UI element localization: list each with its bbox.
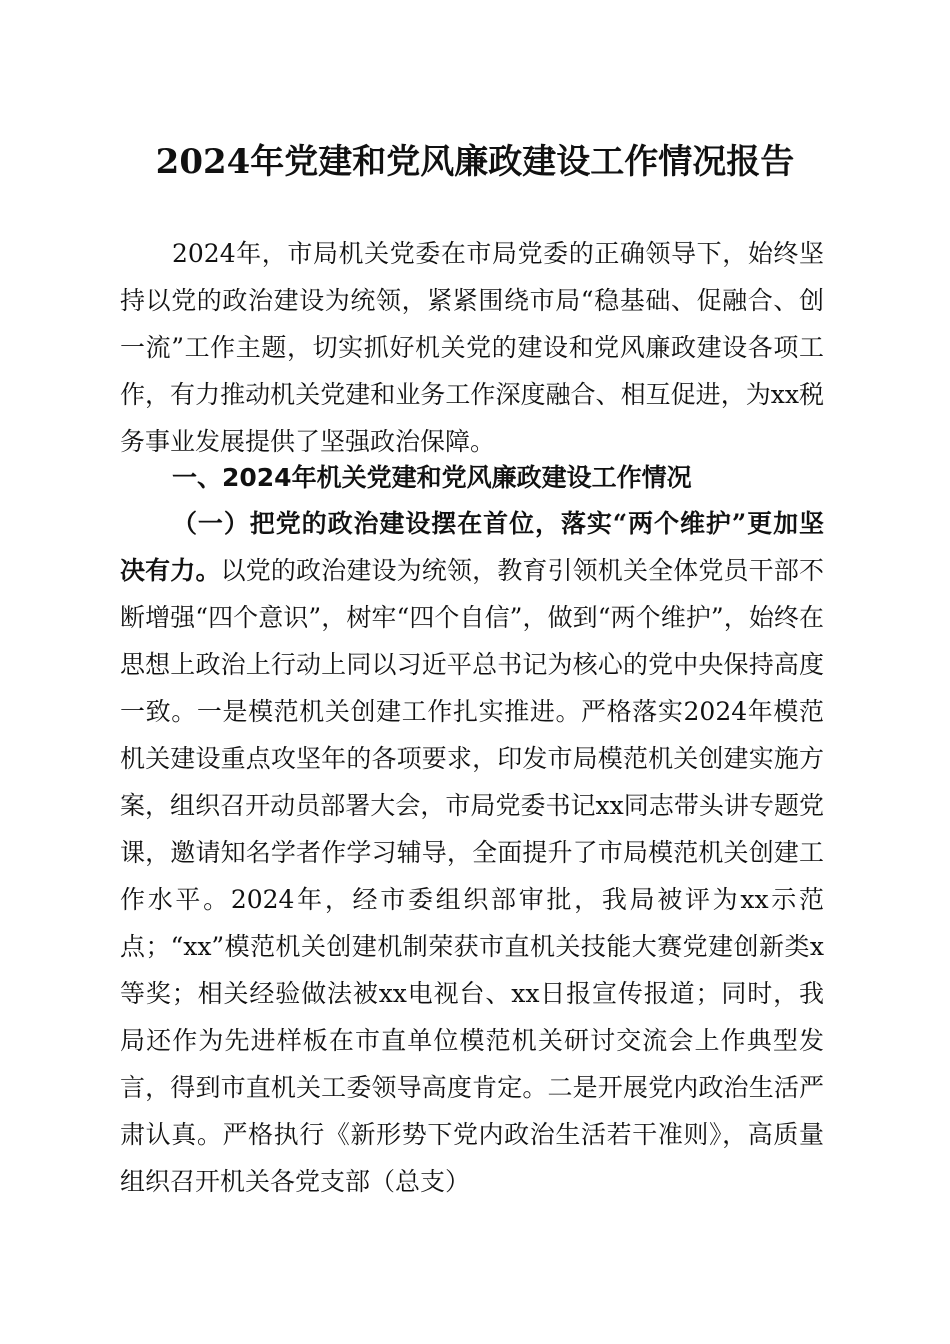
subsection-lead: （一）把党的政治建设摆在首位，落实“两个维护”更加坚决有力。 bbox=[120, 509, 824, 585]
subsection-body: 以党的政治建设为统领，教育引领机关全体党员干部不断增强“四个意识”，树牢“四个自信”，做到“两个维护”，始终在思想上政治上行动上同以习近平总书记为核心的党中央保持高度一致。一是模范机关创建工作扎实推进。严格落实2024年模范机关建设重点攻坚年的各项要求，印发市局模范机关创建实施方案，组织召开动员部署大会，市局党委书记xx同志带头讲专题党课，邀请知名学者作学习辅导，全面提升了市局模范机关创建工作水平。2024年，经市委组织部审批，我局被评为xx示范点；“xx”模范机关创建机制荣获市直机关技能大赛党建创新类x等奖；相关经验做法被xx电视台、xx日报宣传报道；同时，我局还作为先进样板在市直单位模范机关研讨交流会上作典型发言，得到市直机关工委领导高度肯定。二是开展党内政治生活严肃认真。严格执行《新形势下党内政治生活若干准则》，高质量组织召开机关各党支部（总支） bbox=[120, 556, 824, 1196]
section-1-paragraph bbox=[120, 500, 824, 1205]
document-title: 2024年党建和党风廉政建设工作情况报告 bbox=[155, 142, 795, 182]
section-heading-1: 一、2024年机关党建和党风廉政建设工作情况 bbox=[172, 463, 692, 492]
intro-paragraph: 2024年，市局机关党委在市局党委的正确领导下，始终坚持以党的政治建设为统领，紧紧围绕市局“稳基础、促融合、创一流”工作主题，切实抓好机关党的建设和党风廉政建设各项工作，有力推动机关党建和业务工作深度融合、相互促进，为xx税务事业发展提供了坚强政治保障。 bbox=[120, 239, 824, 456]
